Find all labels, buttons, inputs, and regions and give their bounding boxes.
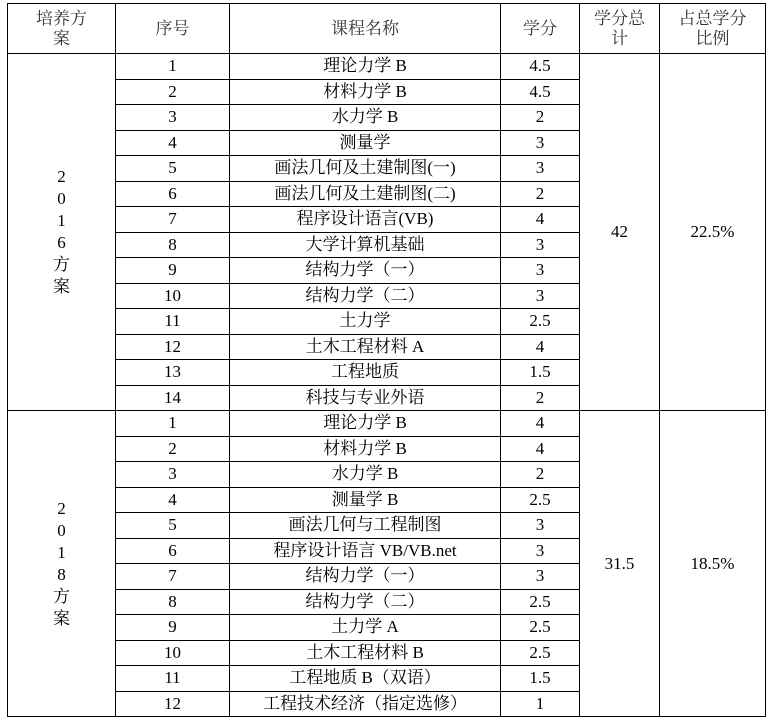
plan-char: 2	[57, 167, 66, 186]
number-cell: 4	[116, 487, 230, 513]
credit-cell: 2.5	[501, 589, 580, 615]
number-cell: 8	[116, 232, 230, 258]
plan-char: 1	[57, 542, 66, 562]
number-cell: 3	[116, 462, 230, 488]
credit-total-cell: 42	[580, 54, 660, 411]
course-name-cell: 结构力学（一）	[230, 564, 501, 590]
number-cell: 11	[116, 309, 230, 335]
credit-cell: 1	[501, 691, 580, 717]
course-name-cell: 程序设计语言(VB)	[230, 207, 501, 233]
plan-char: 案	[53, 277, 70, 296]
course-name-cell: 土木工程材料 B	[230, 640, 501, 666]
header-number: 序号	[116, 4, 230, 54]
credit-cell: 4.5	[501, 54, 580, 80]
credit-cell: 2.5	[501, 615, 580, 641]
course-name-cell: 工程地质	[230, 360, 501, 386]
course-name-cell: 工程地质 B（双语）	[230, 666, 501, 692]
course-name-cell: 画法几何及土建制图(二)	[230, 181, 501, 207]
credit-cell: 3	[501, 258, 580, 284]
number-cell: 6	[116, 181, 230, 207]
number-cell: 5	[116, 513, 230, 539]
plan-cell	[8, 411, 116, 717]
credit-cell: 2	[501, 105, 580, 131]
course-name-cell: 结构力学（一）	[230, 258, 501, 284]
credit-cell: 2.5	[501, 640, 580, 666]
course-name-cell: 程序设计语言 VB/VB.net	[230, 538, 501, 564]
plan-char: 方	[53, 255, 70, 274]
number-cell: 11	[116, 666, 230, 692]
credit-cell: 2	[501, 462, 580, 488]
credit-cell: 1.5	[501, 666, 580, 692]
credit-ratio-cell: 22.5%	[660, 54, 766, 411]
credit-cell: 4	[501, 207, 580, 233]
number-cell: 12	[116, 691, 230, 717]
credit-ratio-cell: 18.5%	[660, 411, 766, 717]
course-name-cell: 土木工程材料 A	[230, 334, 501, 360]
plan-char: 2	[57, 498, 66, 518]
number-cell: 4	[116, 130, 230, 156]
header-credit-total: 学分总计	[580, 4, 660, 54]
number-cell: 5	[116, 156, 230, 182]
course-name-cell: 画法几何与工程制图	[230, 513, 501, 539]
credit-cell: 2.5	[501, 309, 580, 335]
course-name-cell: 水力学 B	[230, 105, 501, 131]
course-name-cell: 土力学	[230, 309, 501, 335]
number-cell: 8	[116, 589, 230, 615]
course-name-cell: 材料力学 B	[230, 79, 501, 105]
credit-cell: 4	[501, 334, 580, 360]
plan-char: 6	[57, 233, 66, 252]
number-cell: 7	[116, 207, 230, 233]
plan-char: 0	[57, 520, 66, 540]
plan-cell	[8, 54, 116, 411]
header-course-name: 课程名称	[230, 4, 501, 54]
number-cell: 14	[116, 385, 230, 411]
credit-cell: 2	[501, 181, 580, 207]
number-cell: 13	[116, 360, 230, 386]
credit-cell: 3	[501, 283, 580, 309]
credit-cell: 3	[501, 156, 580, 182]
plan-char: 8	[57, 564, 66, 584]
number-cell: 1	[116, 411, 230, 437]
header-row	[8, 4, 766, 54]
course-name-cell: 大学计算机基础	[230, 232, 501, 258]
credit-cell: 1.5	[501, 360, 580, 386]
credit-cell: 3	[501, 538, 580, 564]
course-name-cell: 画法几何及土建制图(一)	[230, 156, 501, 182]
header-credit: 学分	[501, 4, 580, 54]
number-cell: 10	[116, 640, 230, 666]
plan-char: 案	[53, 608, 70, 628]
plan-char: 方	[53, 586, 70, 606]
number-cell: 10	[116, 283, 230, 309]
course-name-cell: 水力学 B	[230, 462, 501, 488]
number-cell: 9	[116, 615, 230, 641]
course-name-cell: 结构力学（二）	[230, 589, 501, 615]
credit-cell: 4.5	[501, 79, 580, 105]
plan-char: 1	[57, 211, 66, 230]
credit-cell: 4	[501, 436, 580, 462]
course-name-cell: 结构力学（二）	[230, 283, 501, 309]
number-cell: 6	[116, 538, 230, 564]
course-name-cell: 科技与专业外语	[230, 385, 501, 411]
header-plan: 培养方案	[8, 4, 116, 54]
number-cell: 2	[116, 79, 230, 105]
table-row	[8, 54, 766, 80]
number-cell: 3	[116, 105, 230, 131]
credit-cell: 4	[501, 411, 580, 437]
number-cell: 9	[116, 258, 230, 284]
table-row	[8, 411, 766, 437]
credit-cell: 3	[501, 564, 580, 590]
course-name-cell: 土力学 A	[230, 615, 501, 641]
header-credit-ratio: 占总学分比例	[660, 4, 766, 54]
number-cell: 1	[116, 54, 230, 80]
course-name-cell: 测量学	[230, 130, 501, 156]
credit-total-cell: 31.5	[580, 411, 660, 717]
course-name-cell: 理论力学 B	[230, 54, 501, 80]
course-name-cell: 材料力学 B	[230, 436, 501, 462]
course-name-cell: 测量学 B	[230, 487, 501, 513]
plan-char: 0	[57, 189, 66, 208]
credit-cell: 2	[501, 385, 580, 411]
course-name-cell: 理论力学 B	[230, 411, 501, 437]
credit-cell: 2.5	[501, 487, 580, 513]
credit-cell: 3	[501, 232, 580, 258]
number-cell: 2	[116, 436, 230, 462]
credit-cell: 3	[501, 130, 580, 156]
course-credit-table	[7, 3, 766, 717]
number-cell: 7	[116, 564, 230, 590]
credit-cell: 3	[501, 513, 580, 539]
course-name-cell: 工程技术经济（指定选修）	[230, 691, 501, 717]
number-cell: 12	[116, 334, 230, 360]
